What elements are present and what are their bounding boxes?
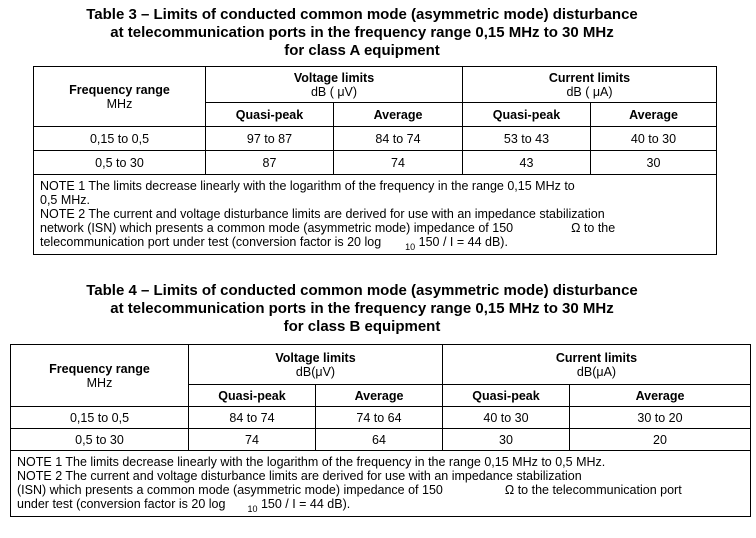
table-cell: 84 to 74	[334, 127, 463, 151]
table-cell: 40 to 30	[591, 127, 717, 151]
table-cell: 64	[316, 429, 443, 451]
table-cell: 87	[206, 151, 334, 175]
table-row	[11, 429, 751, 451]
note2-line: telecommunication port under test (conversion factor is 20 log $_{10}$ 150 / I = 44 dB).	[40, 235, 508, 252]
table4-title-line: for class B equipment	[283, 318, 441, 335]
table-cell: 20	[570, 429, 751, 451]
note2-line: NOTE 2 The current and voltage disturbance limits are derived for use with an impedance stabilization	[40, 207, 605, 221]
freq-range-header: Frequency range MHz	[11, 345, 189, 407]
note2-line: (ISN) which presents a common mode (asymmetric mode) impedance of 150 Ω to the telecommunication port	[17, 483, 682, 497]
current-limits-header: Current limits dB(μA)	[443, 345, 751, 385]
freq-range-header: Frequency range MHz	[34, 67, 206, 127]
table3-notes	[34, 175, 717, 255]
table-cell: 0,5 to 30	[34, 151, 206, 175]
table-row	[34, 151, 717, 175]
table3-title	[24, 6, 700, 60]
subcol-header: Quasi-peak	[443, 385, 570, 407]
table3-title-line: for class A equipment	[284, 42, 440, 59]
table-cell: 84 to 74	[189, 407, 316, 429]
table-cell: 40 to 30	[443, 407, 570, 429]
table-cell: 30	[591, 151, 717, 175]
note2-line: network (ISN) which presents a common mode (asymmetric mode) impedance of 150 Ω to the	[40, 221, 616, 235]
note1-line: NOTE 1 The limits decrease linearly with the logarithm of the frequency in the range 0,15 MHz to	[40, 179, 575, 193]
note2-line: under test (conversion factor is 20 log $_{10}$ 150 / I = 44 dB).	[17, 497, 351, 514]
voltage-limits-header: Voltage limits dB(μV)	[189, 345, 443, 385]
voltage-limits-header: Voltage limits dB ( μV)	[206, 67, 463, 103]
table-cell: 53 to 43	[463, 127, 591, 151]
subcol-header: Quasi-peak	[463, 103, 591, 127]
table-row	[11, 407, 751, 429]
subcol-header: Quasi-peak	[206, 103, 334, 127]
table-cell: 74	[334, 151, 463, 175]
table4-notes	[11, 451, 751, 517]
table-cell: 74	[189, 429, 316, 451]
table-row	[34, 127, 717, 151]
table-cell: 30 to 20	[570, 407, 751, 429]
current-limits-header: Current limits dB ( μA)	[463, 67, 717, 103]
table4	[10, 344, 750, 517]
table4-title-line: at telecommunication ports in the frequency range 0,15 MHz to 30 MHz	[110, 300, 614, 317]
table-cell: 0,15 to 0,5	[11, 407, 189, 429]
table3-title-line: Table 3 – Limits of conducted common mode (asymmetric mode) disturbance	[86, 6, 638, 23]
table3-title-line: at telecommunication ports in the frequency range 0,15 MHz to 30 MHz	[110, 24, 614, 41]
subcol-header: Average	[316, 385, 443, 407]
table-cell: 30	[443, 429, 570, 451]
subcol-header: Quasi-peak	[189, 385, 316, 407]
table-cell: 0,5 to 30	[11, 429, 189, 451]
table-cell: 43	[463, 151, 591, 175]
note1-line: NOTE 1 The limits decrease linearly with the logarithm of the frequency in the range 0,15 MHz to 0,5 MHz.	[17, 455, 606, 469]
table-cell: 0,15 to 0,5	[34, 127, 206, 151]
table4-title-line: Table 4 – Limits of conducted common mode (asymmetric mode) disturbance	[86, 282, 638, 299]
subcol-header: Average	[334, 103, 463, 127]
note1-line: 0,5 MHz.	[40, 193, 91, 207]
subcol-header: Average	[591, 103, 717, 127]
note2-line: NOTE 2 The current and voltage disturbance limits are derived for use with an impedance stabilization	[17, 469, 582, 483]
subcol-header: Average	[570, 385, 751, 407]
table-cell: 74 to 64	[316, 407, 443, 429]
table-cell: 97 to 87	[206, 127, 334, 151]
table3	[33, 66, 716, 255]
table4-title	[24, 282, 700, 336]
